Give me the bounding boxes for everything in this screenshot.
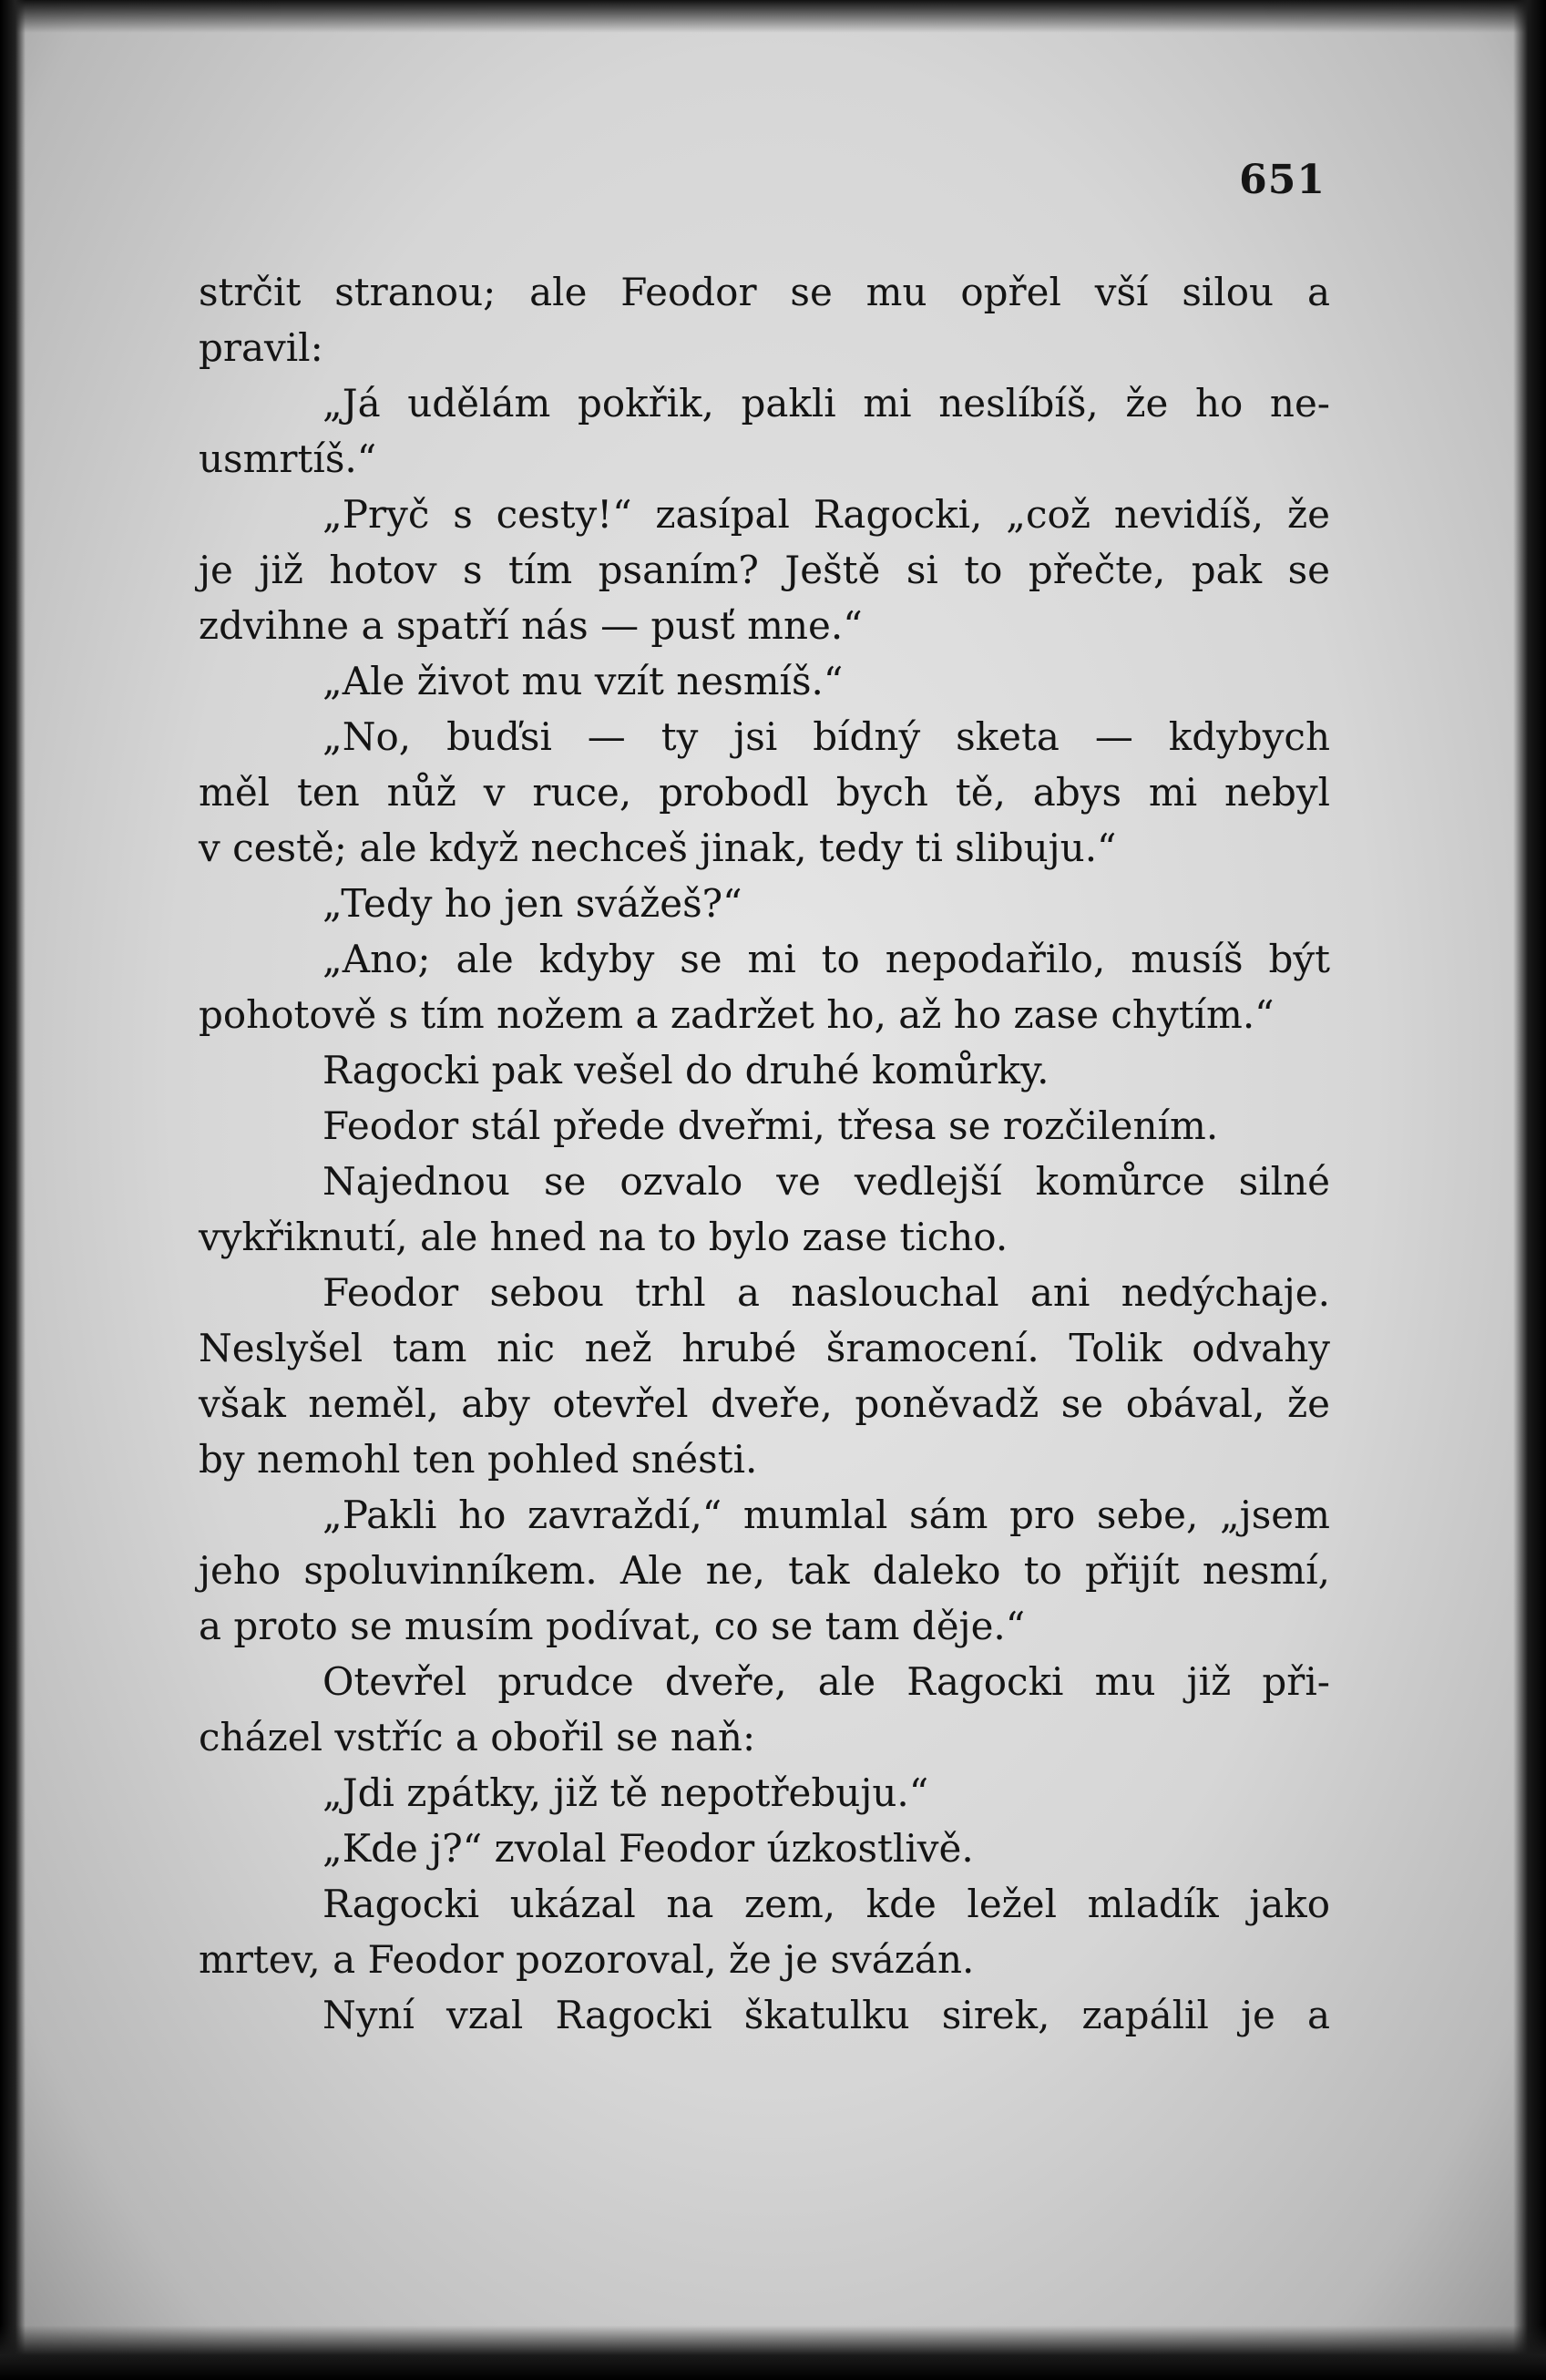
text-line: „Kde j?“ zvolal Feodor úzkostlivě.	[323, 1826, 974, 1871]
scan-edge-left	[0, 0, 26, 2380]
text-line: Ragocki pak vešel do druhé komůrky.	[323, 1048, 1049, 1093]
text-line: pohotově s tím nožem a zadržet ho, až ho zase chytím.“	[199, 992, 1275, 1037]
scan-edge-bottom	[0, 2325, 1546, 2380]
text-line: a proto se musím podívat, co se tam děje.“	[199, 1604, 1026, 1648]
text-line: pravil:	[199, 325, 323, 370]
text-line: Nyní vzal Ragocki škatulku sirek, zapálil je a	[323, 1993, 1330, 2037]
text-line: „Já udělám pokřik, pakli mi neslíbíš, že ho ne-	[323, 381, 1330, 426]
text-line: Ragocki ukázal na zem, kde ležel mladík jako	[323, 1882, 1330, 1926]
text-line: Feodor sebou trhl a naslouchal ani nedýchaje.	[323, 1270, 1330, 1315]
text-line: Najednou se ozvalo ve vedlejší komůrce silné	[323, 1159, 1330, 1204]
text-line: cházel vstříc a obořil se naň:	[199, 1715, 756, 1759]
body-text	[199, 264, 1330, 2043]
page-number: 651	[1239, 157, 1326, 203]
text-line: „Jdi zpátky, již tě nepotřebuju.“	[323, 1770, 929, 1815]
text-line: „Ano; ale kdyby se mi to nepodařilo, musíš být	[323, 937, 1330, 981]
text-line: mrtev, a Feodor pozoroval, že je svázán.	[199, 1937, 975, 1982]
text-line: „Pakli ho zavraždí,“ mumlal sám pro sebe, „jsem	[323, 1493, 1330, 1537]
text-line: vykřiknutí, ale hned na to bylo zase ticho.	[199, 1215, 1008, 1259]
text-line: v cestě; ale když nechceš jinak, tedy ti slibuju.“	[199, 826, 1117, 870]
text-line: Feodor stál přede dveřmi, třesa se rozčilením.	[323, 1103, 1219, 1148]
text-line: Neslyšel tam nic než hrubé šramocení. Tolik odvahy	[199, 1326, 1330, 1370]
text-line: „Pryč s cesty!“ zasípal Ragocki, „což nevidíš, že	[323, 492, 1330, 537]
text-line: „Ale život mu vzít nesmíš.“	[323, 659, 844, 703]
text-line: usmrtíš.“	[199, 436, 377, 481]
text-line: však neměl, aby otevřel dveře, poněvadž se obával, že	[199, 1381, 1330, 1426]
text-line: Otevřel prudce dveře, ale Ragocki mu již při-	[323, 1659, 1330, 1704]
text-line: strčit stranou; ale Feodor se mu opřel vší silou a	[199, 270, 1330, 314]
text-line: by nemohl ten pohled snésti.	[199, 1437, 758, 1482]
text-line: měl ten nůž v ruce, probodl bych tě, abys mi nebyl	[199, 770, 1330, 815]
scan-edge-top	[0, 0, 1546, 33]
text-line: jeho spoluvinníkem. Ale ne, tak daleko to přijít nesmí,	[199, 1548, 1330, 1593]
scan-edge-right	[1513, 0, 1546, 2380]
text-line: je již hotov s tím psaním? Ještě si to přečte, pak se	[199, 548, 1330, 592]
text-line: „Tedy ho jen svážeš?“	[323, 881, 742, 926]
text-line: „No, buďsi — ty jsi bídný sketa — kdybych	[323, 714, 1330, 759]
text-line: zdvihne a spatří nás — pusť mne.“	[199, 603, 863, 648]
